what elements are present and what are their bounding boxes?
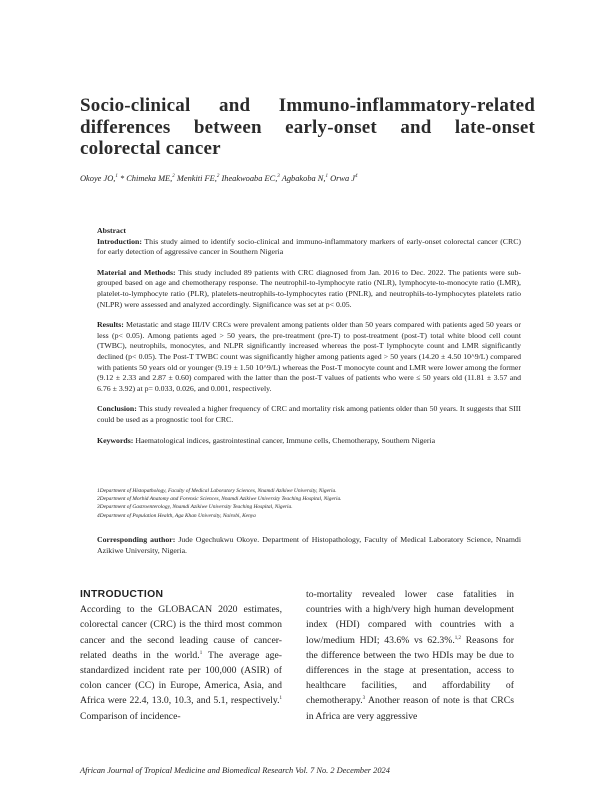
abstract-section-text: This study included 89 patients with CRC diagnosed from Jan. 2016 to Dec. 2022. The patients were sub-grouped based on age and chemotherapy response. The neutrophil-to-lymphocyte ratio (NLR), lymphocyte-to-monocyte ratio (LMR), platelet-to-lymphocyte ratio (PLR), platelets-neutrophils-to-lymphocytes ratio (PNLR), and neutrophils-to-lymphocytes platelets ratio (NLPR) were assessed and analyzed accordingly. Significance was set at p< 0.05. bbox=[97, 267, 522, 309]
abstract-section bbox=[97, 268, 521, 310]
abstract-heading: Abstract bbox=[97, 226, 127, 235]
affiliation-line: 4Department of Population Health, Aga Khan University, Nairobi, Kenya bbox=[97, 512, 256, 519]
corresponding-author bbox=[97, 535, 521, 556]
intro-paragraph-right bbox=[306, 587, 514, 724]
abstract-section-label: Keywords: bbox=[97, 435, 134, 445]
author-name: Agbakoba N, bbox=[279, 174, 326, 183]
abstract-section-text: Haematological indices, gastrointestinal cancer, Immune cells, Chemotherapy, Southern Nigeria bbox=[133, 435, 436, 445]
author-affiliation-number: 2 bbox=[172, 174, 175, 180]
body-text: Reasons for the difference between the two HDIs may be due to differences in the stage at presentation, access to healthcare facilities, and affordability of chemotherapy. bbox=[306, 634, 514, 707]
body-text: Another reason of note is that CRCs in Africa are very aggressive bbox=[306, 695, 514, 722]
abstract-section bbox=[97, 320, 521, 394]
author-affiliation-number: 1 bbox=[325, 174, 328, 180]
citation-number: 1,2 bbox=[454, 635, 462, 641]
abstract-section-label: Results: bbox=[97, 320, 124, 330]
author-affiliation-number: 4 bbox=[354, 174, 358, 180]
corresponding-text: Jude Ogechukwu Okoye. Department of Histopathology, Faculty of Medical Laboratory Science, Nnamdi Azikiwe University, Nigeria. bbox=[97, 535, 522, 555]
author-affiliation-number: 1 bbox=[115, 174, 118, 180]
affiliation-line: 1Department of Histopathology, Faculty of Medical Laboratory Sciences, Nnamdi Azikiwe University, Nigeria. bbox=[97, 488, 337, 494]
abstract bbox=[97, 226, 521, 456]
corresponding-label: Corresponding author: bbox=[97, 535, 176, 544]
section-heading-introduction: INTRODUCTION bbox=[80, 589, 164, 600]
abstract-sections bbox=[97, 237, 521, 447]
affiliation-line: 3Department of Gastroenterology, Nnamdi Azikiwe University Teaching Hospital, Nigeria. bbox=[97, 504, 293, 511]
body-column-right bbox=[306, 587, 514, 724]
citation-number: 3 bbox=[362, 696, 366, 702]
abstract-section-label: Conclusion: bbox=[97, 404, 137, 414]
journal-footer: African Journal of Tropical Medicine and Biomedical Research Vol. 7 No. 2 December 2024 bbox=[80, 766, 390, 775]
author-name: Iheakwoaba EC, bbox=[219, 174, 278, 183]
author-list bbox=[80, 173, 540, 184]
author-name: Menkiti FE, bbox=[174, 174, 217, 183]
abstract-section-text: This study aimed to identify socio-clinical and immuno-inflammatory markers of early-onset colorectal cancer (CRC) for early detection of aggressive cancer in Southern Nigeria bbox=[97, 236, 521, 257]
abstract-section bbox=[97, 404, 521, 425]
abstract-section-text: This study revealed a higher frequency of CRC and mortality risk among patients older than 50 years. It suggests that SIII could be used as a prognostic tool for CRC. bbox=[97, 404, 521, 424]
abstract-section-label: Material and Methods: bbox=[97, 267, 176, 277]
author-name: Okoye JO, bbox=[80, 174, 116, 183]
author-affiliation-number: 3 bbox=[277, 174, 280, 180]
author-name: Orwa J bbox=[327, 174, 355, 183]
abstract-section-text: Metastatic and stage III/IV CRCs were prevalent among patients older than 50 years compared with patients aged 50 years or less (p< 0.05). Among patients aged > 50 years, the pre-treatment (pre-T) to post-treatment (post-T) total white blood cell count (TWBC), neutrophils, monocytes, and NLPR significantly increased whereas the post-T lymphocyte count and LMR significantly declined (p< 0.05). The Post-T TWBC count was significantly higher among patients aged > 50 years (14.20 ± 4.50 10^9/L) compared with patients 50 years old or younger (9.19 ± 1.50 10^9/L) whereas the Post-T monocyte count and LMR were lower among the former (9.12 ± 2.33 and 2.87 ± 0.60) compared with the latter than the post-T values of patients who were ≤ 50 years old (11.81 ± 3.57 and 6.76 ± 3.92) at p= 0.033, 0.026, and 0.001, respectively. bbox=[97, 320, 521, 393]
intro-paragraph-left bbox=[80, 602, 282, 724]
body-text: According to the GLOBACAN 2020 estimates, colorectal cancer (CRC) is the third most common cancer and the second leading cause of cancer-related deaths in the world. bbox=[80, 604, 282, 661]
affiliations bbox=[97, 487, 521, 520]
body-text: The average age-standardized incident rate per 100,000 (ASIR) of colon cancer (CC) in Europe, America, Asia, and Africa were 22.4, 13.0, 10.3, and 5.1, respectively. bbox=[80, 649, 282, 707]
author-name: * Chimeka ME, bbox=[117, 174, 173, 183]
affiliation-line: 2Department of Morbid Anatomy and Forensic Sciences, Nnamdi Azikiwe University Teaching Hospital, Nigeria. bbox=[97, 496, 342, 503]
abstract-section bbox=[97, 237, 521, 258]
author-affiliation-number: 2 bbox=[216, 174, 220, 180]
citation-number: 1 bbox=[199, 650, 203, 656]
abstract-section-label: Introduction: bbox=[97, 236, 142, 246]
body-text: to-mortality revealed lower case fatalities in countries with a high/very high human development index (HDI) compared with countries with a low/medium HDI; 43.6% vs 62.3%. bbox=[306, 589, 514, 646]
article-title: Socio-clinical and Immuno-inflammatory-related differences between early-onset and late-onset colorectal cancer bbox=[80, 95, 535, 159]
body-column-left bbox=[80, 587, 282, 724]
abstract-section bbox=[97, 436, 521, 447]
body-text: Comparison of incidence- bbox=[80, 710, 181, 722]
citation-number: 1 bbox=[279, 696, 282, 702]
